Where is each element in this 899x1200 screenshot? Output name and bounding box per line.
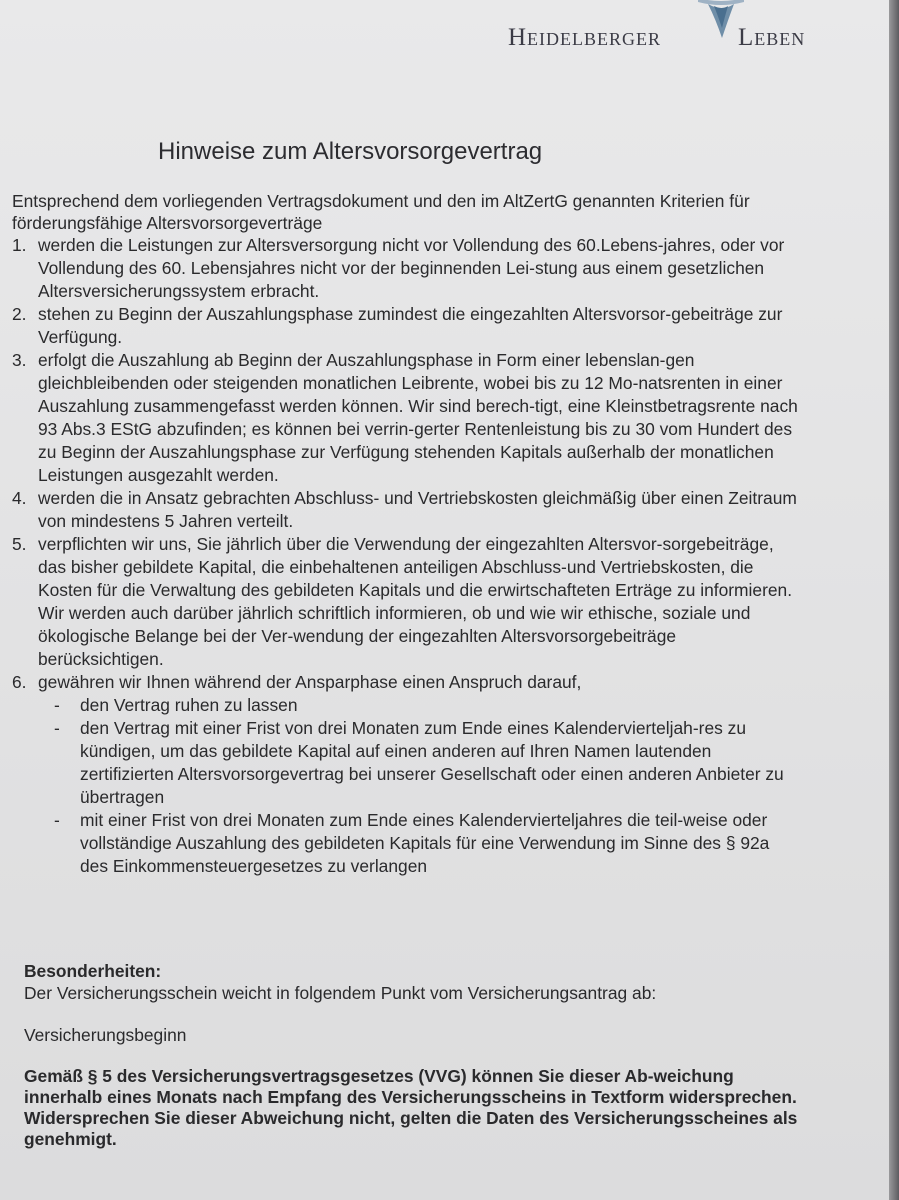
sublist-item-text: den Vertrag ruhen zu lassen [80,695,298,715]
list-number: 5. [12,534,27,554]
list-item-text: werden die in Ansatz gebrachten Abschluss- und Vertriebskosten gleichmäßig über einen Zeitraum von mindestens 5 Jahren verteilt. [38,488,797,531]
list-item [12,487,802,533]
list-number: 2. [12,304,27,324]
sublist-item-text: den Vertrag mit einer Frist von drei Monaten zum Ende eines Kalendervierteljah-res zu kündigen, um das gebildete Kapital auf einen anderen auf Ihren Namen lautenden zertifizierten Altersvorsorgevertrag bei unserer Gesellschaft oder einen anderen Anbieter zu übertragen [80,718,784,807]
list-item-text: erfolgt die Auszahlung ab Beginn der Auszahlungsphase in Form einer lebenslan-gen gleichbleibenden oder steigenden monatlichen Leibrente, wobei bis zu 12 Mo-natsrenten in einer Auszahlung zusammengefasst werden können. Wir sind berech-tigt, eine Kleinstbetragsrente nach 93 Abs.3 EStG abzufinden; es können bei verrin-gerter Rentenleistung bis zu 30 vom Hundert des zu Beginn der Auszahlungsphase zur Verfügung stehenden Kapitals außerhalb der monatlichen Leistungen ausgezahlt werden. [38,350,798,485]
monitor-edge [889,0,899,1200]
list-item [12,234,802,303]
sublist-item [38,717,802,809]
logo-word-heidelberger: Heidelberger [508,24,662,51]
list-item-text: werden die Leistungen zur Altersversorgung nicht vor Vollendung des 60.Lebens-jahres, oder vor Vollendung des 60. Lebensjahres nicht vor der beginnenden Lei-stung aus einem gesetzlichen Altersversicherungssystem erbracht. [38,235,785,301]
list-item-text: stehen zu Beginn der Auszahlungsphase zumindest die eingezahlten Altersvorsor-gebeiträge zur Verfügung. [38,304,783,347]
list-number: 3. [12,350,27,370]
list-number: 4. [12,488,27,508]
list-item [12,671,802,878]
intro-paragraph: Entsprechend dem vorliegenden Vertragsdokument und den im AltZertG genannten Kriterien für förderungsfähige Altersvorsorgeverträge [12,191,750,233]
sublist-item [38,809,802,878]
legal-notice: Gemäß § 5 des Versicherungsvertragsgesetzes (VVG) können Sie dieser Ab-weichung innerhalb eines Monats nach Empfang des Versicherungsscheins in Textform widersprechen. Widersprechen Sie dieser Abweichung nicht, gelten die Daten des Versicherungsscheines als genehmigt. [24,1066,798,1149]
sublist-item [38,694,802,717]
document-title: Hinweise zum Altersvorsorgevertrag [158,138,543,165]
deviation-item: Versicherungsbeginn [24,1025,187,1045]
special-notes-section [24,960,804,1150]
dash-marker: - [54,718,60,738]
company-logo [508,10,828,60]
entitlement-sublist [38,694,802,878]
sublist-item-text: mit einer Frist von drei Monaten zum Ende eines Kalendervierteljahres die teil-weise oder vollständige Auszahlung des gebildeten Kapitals für eine Verwendung im Sinne des § 92a des Einkommensteuergesetzes zu verlangen [80,810,770,876]
deviation-statement: Der Versicherungsschein weicht in folgendem Punkt vom Versicherungsantrag ab: [24,983,657,1003]
list-item [12,303,802,349]
logo-word-leben: Leben [738,24,806,51]
list-item-text: verpflichten wir uns, Sie jährlich über die Verwendung der eingezahlten Altersvor-sorgebeiträge, das bisher gebildete Kapital, die einbehaltenen anteiligen Abschluss-und Vertriebskosten, die Kosten für die Verwaltung des gebildeten Kapitals und die erwirtschafteten Erträge zu informieren. Wir werden auch darüber jährlich schriftlich informieren, ob und wie wir ethische, soziale und ökologische Belange bei der Ver-wendung der eingezahlten Altersvorsorgebeiträge berücksichtigen. [38,534,793,669]
dash-marker: - [54,810,60,830]
list-number: 6. [12,672,27,692]
dash-marker: - [54,695,60,715]
criteria-list [12,234,802,878]
list-item [12,533,802,671]
special-heading: Besonderheiten: [24,961,162,981]
list-number: 1. [12,235,27,255]
list-item-text: gewähren wir Ihnen während der Ansparphase einen Anspruch darauf, [38,672,582,692]
list-item [12,349,802,487]
